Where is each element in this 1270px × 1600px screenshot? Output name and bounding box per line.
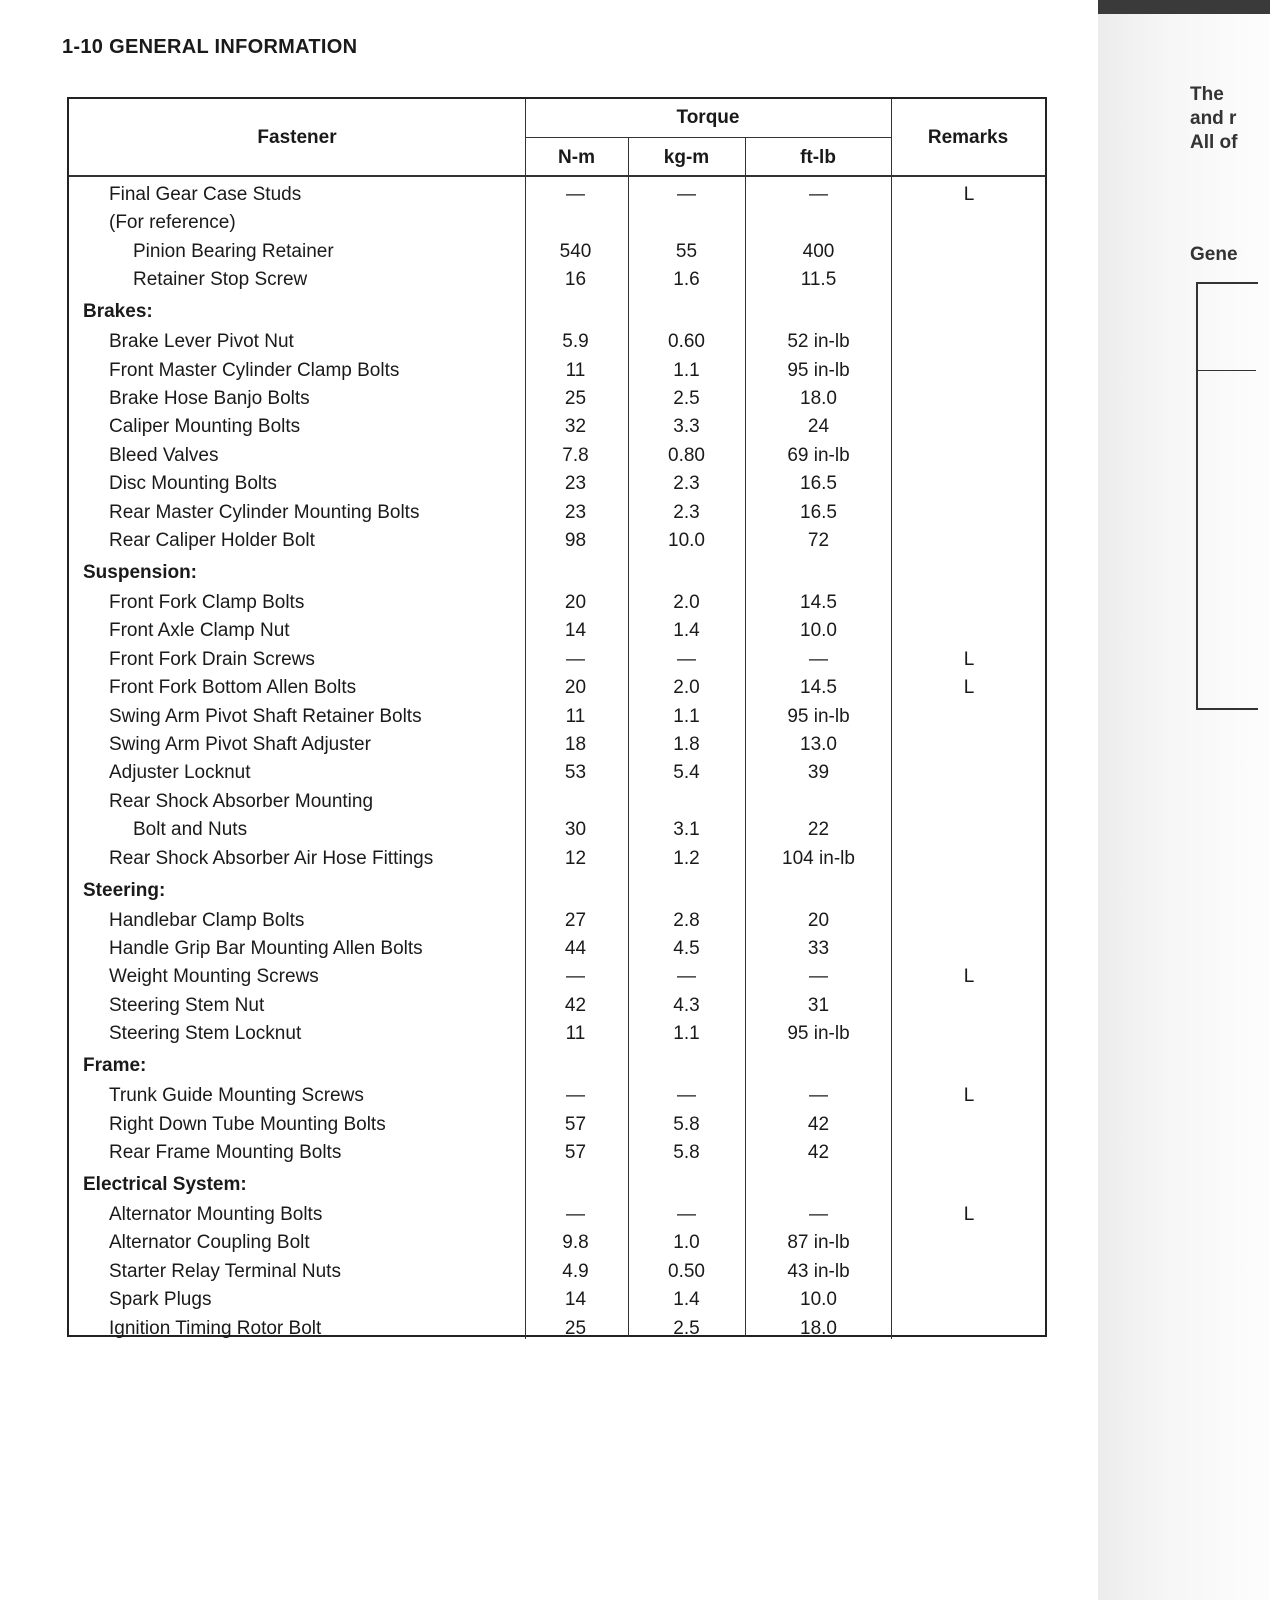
torque-ftlb-cell: 14.5	[800, 592, 837, 613]
torque-nm-cell: 25	[564, 388, 587, 409]
torque-kgm-cell: 55	[675, 240, 698, 262]
table-row	[69, 674, 1045, 702]
torque-ftlb-cell: 16.5	[800, 501, 837, 523]
remarks-cell: L	[963, 966, 975, 988]
table-row	[69, 731, 1045, 759]
torque-kgm-cell: 3.3	[673, 416, 700, 438]
facing-page-text-line: and r	[1190, 108, 1237, 129]
table-row	[69, 442, 1045, 470]
torque-kgm-cell: 1.2	[673, 847, 700, 869]
facing-page-table-rule	[1196, 370, 1256, 371]
table-row	[69, 816, 1045, 844]
header-remarks: Remarks	[927, 127, 1009, 148]
section-heading-row	[69, 559, 1045, 587]
torque-ftlb-cell: 13.0	[800, 734, 837, 755]
table-row	[69, 209, 1045, 237]
torque-kgm-cell: 1.1	[673, 1023, 700, 1045]
fastener-name: Weight Mounting Screws	[109, 966, 319, 988]
fastener-name: Alternator Coupling Bolt	[109, 1232, 310, 1254]
torque-kgm-cell: 2.3	[673, 501, 700, 523]
table-row	[69, 266, 1045, 294]
remarks-cell: L	[963, 1085, 975, 1107]
torque-kgm-cell: —	[677, 966, 696, 988]
torque-nm-cell: —	[566, 1085, 585, 1107]
torque-ftlb-cell: —	[809, 966, 828, 988]
torque-ftlb-cell: 10.0	[800, 620, 837, 642]
torque-kgm-cell: 1.1	[673, 359, 700, 381]
torque-kgm-cell: —	[677, 184, 696, 205]
fastener-name: (For reference)	[109, 212, 236, 234]
torque-ftlb-cell: 22	[807, 819, 830, 841]
torque-nm-cell: 5.9	[562, 331, 589, 353]
torque-ftlb-cell: 87 in-lb	[787, 1232, 850, 1254]
torque-nm-cell: 44	[564, 938, 587, 959]
fastener-name: Rear Frame Mounting Bolts	[109, 1142, 342, 1163]
torque-ftlb-cell: 39	[807, 762, 830, 784]
fastener-name: Rear Caliper Holder Bolt	[109, 530, 315, 551]
torque-nm-cell: —	[566, 966, 585, 988]
torque-nm-cell: 4.9	[562, 1260, 589, 1282]
table-row	[69, 357, 1045, 385]
remarks-cell: L	[963, 677, 975, 699]
torque-subheader-rule	[525, 137, 891, 138]
torque-kgm-cell: 0.80	[668, 444, 705, 466]
fastener-name: Adjuster Locknut	[109, 762, 251, 784]
section-heading-row	[69, 298, 1045, 326]
fastener-name: Front Fork Clamp Bolts	[109, 592, 305, 613]
table-row	[69, 1139, 1045, 1167]
torque-nm-cell: 42	[564, 994, 587, 1016]
section-heading: Suspension:	[83, 562, 198, 583]
torque-ftlb-cell: 52 in-lb	[787, 331, 850, 353]
torque-nm-cell: 14	[564, 620, 587, 642]
torque-kgm-cell: —	[677, 648, 696, 670]
torque-kgm-cell: 2.8	[673, 909, 700, 931]
torque-ftlb-cell: 95 in-lb	[787, 359, 850, 381]
torque-ftlb-cell: —	[809, 1085, 828, 1107]
fastener-name: Steering Stem Locknut	[109, 1023, 302, 1045]
torque-ftlb-cell: 20	[807, 909, 830, 931]
fastener-name: Front Fork Drain Screws	[109, 648, 315, 670]
table-row	[69, 963, 1045, 991]
torque-nm-cell: 11	[565, 359, 586, 381]
torque-kgm-cell: 1.1	[673, 705, 700, 727]
header-torque: Torque	[676, 107, 740, 128]
remarks-cell: L	[963, 1204, 975, 1225]
table-row	[69, 788, 1045, 816]
table-row	[69, 759, 1045, 787]
torque-kgm-cell: 1.0	[673, 1232, 700, 1254]
fastener-name: Swing Arm Pivot Shaft Adjuster	[109, 734, 371, 755]
table-row	[69, 470, 1045, 498]
facing-page-text-line: All of	[1190, 132, 1238, 153]
torque-kgm-cell: 2.5	[673, 388, 700, 409]
torque-kgm-cell: 5.4	[673, 762, 700, 784]
section-heading-row	[69, 1171, 1045, 1199]
table-row	[69, 1201, 1045, 1229]
torque-kgm-cell: 2.5	[673, 1317, 700, 1339]
torque-kgm-cell: 2.0	[673, 677, 700, 699]
fastener-name: Spark Plugs	[109, 1289, 212, 1311]
torque-kgm-cell: —	[677, 1204, 696, 1225]
torque-ftlb-cell: 18.0	[800, 1317, 837, 1339]
header-nm: N-m	[558, 147, 595, 168]
page-header: 1-10 GENERAL INFORMATION	[62, 36, 358, 58]
table-row	[69, 617, 1045, 645]
fastener-name: Retainer Stop Screw	[133, 269, 308, 291]
table-row	[69, 1258, 1045, 1286]
fastener-name: Bleed Valves	[109, 444, 219, 466]
torque-ftlb-cell: 400	[802, 240, 835, 262]
torque-kgm-cell: 5.8	[673, 1142, 700, 1163]
fastener-name: Rear Master Cylinder Mounting Bolts	[109, 501, 420, 523]
torque-kgm-cell: 4.3	[673, 994, 700, 1016]
fastener-name: Final Gear Case Studs	[109, 184, 302, 205]
table-row	[69, 703, 1045, 731]
table-row	[69, 907, 1045, 935]
fastener-name: Caliper Mounting Bolts	[109, 416, 301, 438]
torque-ftlb-cell: 42	[807, 1142, 830, 1163]
fastener-name: Rear Shock Absorber Mounting	[109, 790, 374, 812]
torque-ftlb-cell: 24	[807, 416, 830, 438]
fastener-name: Handlebar Clamp Bolts	[109, 909, 305, 931]
facing-page-section-label: Gene	[1190, 244, 1238, 265]
table-row	[69, 589, 1045, 617]
torque-kgm-cell: 0.60	[668, 331, 705, 353]
fastener-name: Steering Stem Nut	[109, 994, 265, 1016]
remarks-cell: L	[963, 184, 975, 205]
torque-ftlb-cell: —	[809, 184, 828, 205]
torque-kgm-cell: 1.6	[673, 269, 700, 291]
torque-ftlb-cell: 72	[807, 530, 830, 551]
torque-nm-cell: 32	[564, 416, 587, 438]
torque-nm-cell: 18	[564, 734, 587, 755]
torque-kgm-cell: 1.4	[673, 620, 700, 642]
fastener-name: Disc Mounting Bolts	[109, 473, 277, 495]
fastener-name: Front Fork Bottom Allen Bolts	[109, 677, 357, 699]
header-ftlb: ft-lb	[800, 147, 836, 168]
torque-kgm-cell: 5.8	[673, 1113, 700, 1135]
torque-ftlb-cell: 31	[807, 994, 830, 1016]
torque-nm-cell: 12	[564, 847, 587, 869]
torque-nm-cell: 16	[564, 269, 587, 291]
torque-ftlb-cell: 14.5	[800, 677, 837, 699]
fastener-name: Swing Arm Pivot Shaft Retainer Bolts	[109, 705, 422, 727]
facing-page-table-fragment	[1196, 282, 1258, 710]
facing-page-top-bar	[1098, 0, 1270, 14]
table-row	[69, 1229, 1045, 1257]
torque-nm-cell: —	[566, 184, 585, 205]
table-row	[69, 181, 1045, 209]
torque-nm-cell: 540	[559, 240, 592, 262]
fastener-name: Rear Shock Absorber Air Hose Fittings	[109, 847, 434, 869]
torque-ftlb-cell: 16.5	[800, 473, 837, 495]
header-kgm: kg-m	[663, 147, 710, 168]
torque-nm-cell: 14	[564, 1289, 587, 1311]
torque-nm-cell: 20	[564, 592, 587, 613]
torque-kgm-cell: 0.50	[668, 1260, 705, 1282]
table-row	[69, 992, 1045, 1020]
table-row	[69, 499, 1045, 527]
torque-kgm-cell: —	[677, 1085, 696, 1107]
fastener-name: Trunk Guide Mounting Screws	[109, 1085, 364, 1107]
table-row	[69, 1020, 1045, 1048]
table-row	[69, 238, 1045, 266]
torque-ftlb-cell: 43 in-lb	[787, 1260, 850, 1282]
fastener-name: Pinion Bearing Retainer	[133, 240, 334, 262]
section-heading: Frame:	[83, 1055, 147, 1077]
section-heading: Electrical System:	[83, 1174, 247, 1195]
torque-table	[67, 97, 1047, 1337]
fastener-name: Alternator Mounting Bolts	[109, 1204, 323, 1225]
table-row	[69, 1286, 1045, 1314]
table-row	[69, 646, 1045, 674]
torque-ftlb-cell: 33	[807, 938, 830, 959]
fastener-name: Right Down Tube Mounting Bolts	[109, 1113, 386, 1135]
torque-kgm-cell: 2.3	[673, 473, 700, 495]
section-heading-row	[69, 1052, 1045, 1080]
table-row	[69, 845, 1045, 873]
remarks-cell: L	[963, 648, 975, 670]
torque-ftlb-cell: 10.0	[800, 1289, 837, 1311]
fastener-name: Front Master Cylinder Clamp Bolts	[109, 359, 400, 381]
table-row	[69, 413, 1045, 441]
header-bottom-rule	[69, 175, 1045, 177]
fastener-name: Ignition Timing Rotor Bolt	[109, 1317, 322, 1339]
torque-ftlb-cell: 69 in-lb	[787, 444, 850, 466]
section-heading: Brakes:	[83, 301, 153, 323]
header-fastener: Fastener	[257, 127, 337, 148]
table-row	[69, 527, 1045, 555]
torque-nm-cell: 23	[564, 501, 587, 523]
section-heading-row	[69, 877, 1045, 905]
torque-nm-cell: 23	[564, 473, 587, 495]
torque-ftlb-cell: —	[809, 1204, 828, 1225]
fastener-name: Front Axle Clamp Nut	[109, 620, 290, 642]
table-row	[69, 385, 1045, 413]
fastener-name: Handle Grip Bar Mounting Allen Bolts	[109, 938, 423, 959]
torque-ftlb-cell: 95 in-lb	[787, 705, 850, 727]
torque-nm-cell: 25	[564, 1317, 587, 1339]
torque-nm-cell: 53	[564, 762, 587, 784]
torque-kgm-cell: 4.5	[673, 938, 700, 959]
torque-ftlb-cell: —	[809, 648, 828, 670]
torque-kgm-cell: 1.8	[673, 734, 700, 755]
torque-ftlb-cell: 18.0	[800, 388, 837, 409]
torque-nm-cell: 27	[564, 909, 587, 931]
torque-ftlb-cell: 104 in-lb	[782, 847, 855, 869]
torque-nm-cell: 11	[565, 705, 586, 727]
section-heading: Steering:	[83, 879, 166, 901]
fastener-name: Brake Lever Pivot Nut	[109, 331, 294, 353]
table-row	[69, 1082, 1045, 1110]
torque-nm-cell: 11	[565, 1023, 586, 1045]
facing-page-edge	[1098, 0, 1270, 1600]
torque-kgm-cell: 10.0	[668, 530, 705, 551]
fastener-name: Brake Hose Banjo Bolts	[109, 388, 310, 409]
torque-nm-cell: 9.8	[562, 1232, 589, 1254]
table-row	[69, 1111, 1045, 1139]
facing-page-text-line: The	[1190, 84, 1224, 105]
fastener-name: Starter Relay Terminal Nuts	[109, 1260, 341, 1282]
torque-kgm-cell: 1.4	[673, 1289, 700, 1311]
torque-nm-cell: 7.8	[562, 444, 589, 466]
torque-kgm-cell: 2.0	[673, 592, 700, 613]
torque-ftlb-cell: 42	[807, 1113, 830, 1135]
torque-nm-cell: —	[566, 1204, 585, 1225]
table-row	[69, 328, 1045, 356]
torque-nm-cell: 30	[564, 819, 587, 841]
fastener-name: Bolt and Nuts	[133, 819, 248, 841]
torque-ftlb-cell: 11.5	[800, 269, 837, 291]
table-row	[69, 935, 1045, 963]
torque-kgm-cell: 3.1	[673, 819, 700, 841]
torque-nm-cell: —	[566, 648, 585, 670]
table-row	[69, 1315, 1045, 1343]
torque-nm-cell: 20	[564, 677, 587, 699]
torque-nm-cell: 98	[564, 530, 587, 551]
torque-nm-cell: 57	[564, 1142, 587, 1163]
torque-nm-cell: 57	[564, 1113, 587, 1135]
torque-ftlb-cell: 95 in-lb	[787, 1023, 850, 1045]
